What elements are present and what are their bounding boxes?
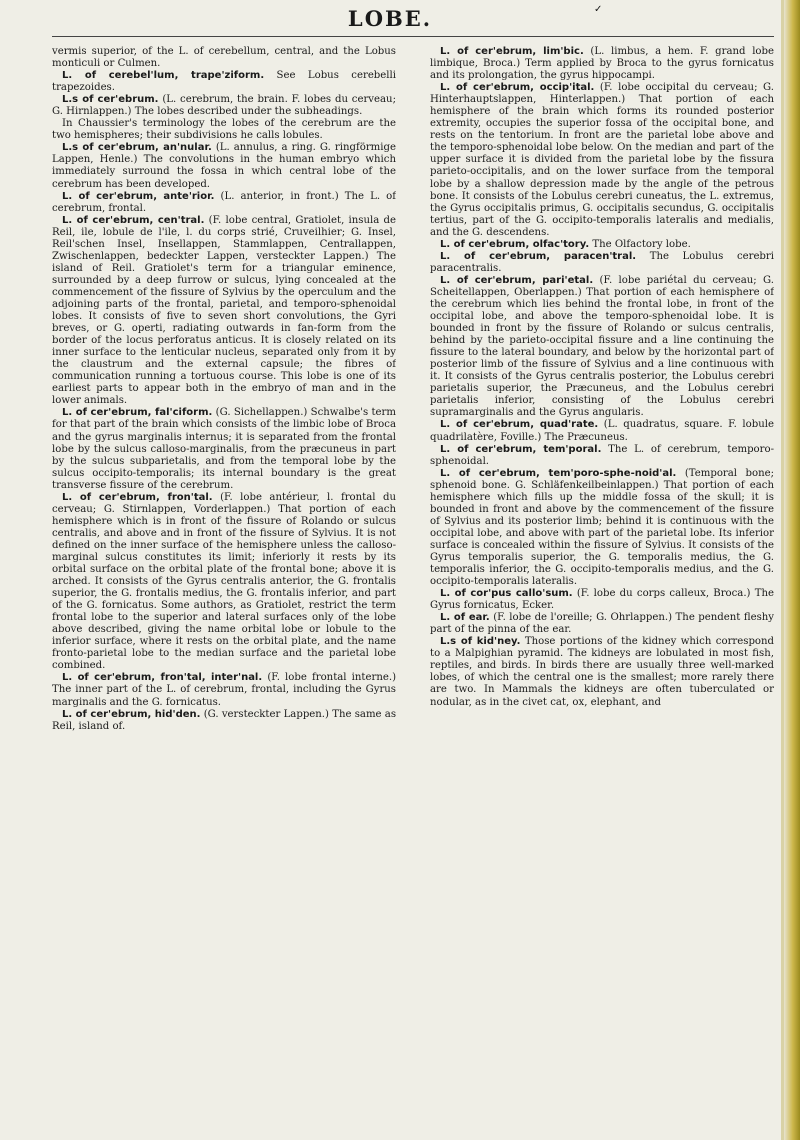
header-rule xyxy=(52,36,774,37)
dictionary-entry xyxy=(430,636,774,708)
entry-headword: L. of cer'ebrum, pari'etal. xyxy=(440,274,594,286)
entry-headword: L. of cer'ebrum, fal'ciform. xyxy=(62,407,213,419)
entry-headword: L. of cerebel'lum, trape'ziform. xyxy=(62,70,265,82)
running-header xyxy=(0,6,780,31)
entry-text: The Lobulus cerebri paracentralis. xyxy=(430,250,774,274)
header-title: LOBE. xyxy=(347,6,433,31)
dictionary-entry xyxy=(430,275,774,420)
dictionary-entry xyxy=(52,672,396,708)
entry-headword: L. of ear. xyxy=(440,612,490,624)
entry-text: (F. lobe pariétal du cerveau; G. Scheitellappen, Oberlappen.) That portion of each hemisphere of the cerebrum which lies behind the frontal lobe, in front of the occipital lobe, and above the temporo-sphenoidal lobe. It is bounded in front by the fissure of Rolando or sulcus centralis, behind by the parieto-occipital fissure and a line continuing the fissure to the lateral boundary, and below by the horizontal part of posterior limb of the fissure of Sylvius and a line continuous with it. It consists of the Gyrus centralis posterior, the Lobulus cerebri parietalis superior, the Præcuneus, and the Lobulus cerebri parietalis inferior, consisting of the Lobulus cerebri supramarginalis and the Gyrus angularis. xyxy=(430,274,774,419)
right-column xyxy=(430,46,774,1131)
dictionary-entry xyxy=(430,46,774,82)
entry-text: (F. lobe de l'oreille; G. Ohrlappen.) The pendent fleshy part of the pinna of the ear. xyxy=(430,612,774,636)
dictionary-entry xyxy=(430,612,774,636)
entry-text: The L. of cerebrum, temporo-sphenoidal. xyxy=(430,443,774,467)
entry-paragraph xyxy=(52,46,396,70)
entry-text: (L. limbus, a hem. F. grand lobe limbique, Broca.) Term applied by Broca to the gyrus fornicatus and its prolongation, the gyrus hippocampi. xyxy=(430,46,774,82)
dictionary-entry xyxy=(430,82,774,239)
entry-text: (L. annulus, a ring. G. ringförmige Lappen, Henle.) The convolutions in the human embryo which immediately surround the fossa in which central lobe of the cerebrum has been developed. xyxy=(52,142,396,190)
dictionary-entry xyxy=(52,94,396,118)
entry-headword: L.s of cer'ebrum. xyxy=(62,94,159,106)
entry-paragraph xyxy=(52,118,396,142)
entry-headword: L. of cer'ebrum, olfac'tory. xyxy=(440,238,590,250)
dictionary-entry xyxy=(52,407,396,491)
left-column xyxy=(52,46,396,1131)
entry-text: Those portions of the kidney which correspond to a Malpighian pyramid. The kidneys are lobulated in most fish, reptiles, and birds. In birds there are usually three well-marked lobes, of which the central one is the smallest; more rarely there are two. In Mammals the kidneys are often tuberculated or nodular, as in the civet cat, ox, elephant, and xyxy=(430,636,774,708)
entry-text: (Temporal bone; sphenoid bone. G. Schläfenkeilbeinlappen.) That portion of each hemisphere which fills up the middle fossa of the skull; it is bounded in front and above by the commencement of the fissure of Sylvius and its posterior limb; behind it is continuous with the occipital lobe, and above with part of the parietal lobe. Its inferior surface is concealed within the fissure of Sylvius. It consists of the Gyrus temporalis superior, the G. temporalis medius, the G. temporalis inferior, the G. occipito-temporalis medius, and the G. occipito-temporalis lateralis. xyxy=(430,467,774,588)
dictionary-entry xyxy=(52,191,396,215)
dictionary-entry xyxy=(52,215,396,408)
dictionary-entry xyxy=(52,492,396,673)
entry-headword: L. of cer'ebrum, ante'rior. xyxy=(62,190,215,202)
dictionary-entry xyxy=(52,142,396,190)
dictionary-entry xyxy=(430,588,774,612)
dictionary-entry xyxy=(430,419,774,443)
entry-headword: L. of cer'ebrum, cen'tral. xyxy=(62,214,205,226)
gilded-page-edge xyxy=(784,0,800,1140)
dictionary-entry xyxy=(430,239,774,251)
dictionary-entry xyxy=(430,251,774,275)
entry-text: (F. lobe du corps calleux, Broca.) The Gyrus fornicatus, Ecker. xyxy=(430,588,774,612)
dictionary-entry xyxy=(52,709,396,733)
entry-text: (L. anterior, in front.) The L. of cerebrum, frontal. xyxy=(52,190,396,214)
entry-text: (L. cerebrum, the brain. F. lobes du cerveau; G. Hirnlappen.) The lobes described under the subheadings. xyxy=(52,94,396,118)
entry-text: vermis superior, of the L. of cerebellum, central, and the Lobus monticuli or Culmen. xyxy=(52,46,396,70)
entry-text: See Lobus cerebelli trapezoides. xyxy=(52,70,396,94)
entry-headword: L. of cer'ebrum, paracen'tral. xyxy=(440,250,637,262)
entry-text: (G. Sichellappen.) Schwalbe's term for that part of the brain which consists of the limbic lobe of Broca and the gyrus marginalis internus; it is separated from the frontal lobe by the sulcus calloso-marginalis, from the præcuneus in part by the sulcus subparietalis, and from the temporal lobe by the sulcus occipito-temporalis; its internal boundary is the great transverse fissure of the cerebrum. xyxy=(52,407,396,491)
entry-headword: L. of cer'ebrum, quad'rate. xyxy=(440,419,599,431)
entry-text: (F. lobe central, Gratiolet, insula de Reil, ile, lobule de l'ile, l. du corps strié, Cruveilhier; G. Insel, Reil'schen Insel, Insellappen, Stammlappen, Centrallappen, Zwischenlappen, bedeckter Lappen, versteckter Lappen.) The island of Reil. Gratiolet's term for a triangular eminence, surrounded by a deep furrow or sulcus, lying concealed at the commencement of the fissure of Sylvius by the operculum and the adjoining parts of the frontal, parietal, and temporo-sphenoidal lobes. It consists of five to seven short convolutions, the Gyri breves, or G. operti, radiating outwards in fan-form from the border of the locus perforatus anticus. It is closely related on its inner surface to the lenticular nucleus, separated only from it by the claustrum and the external capsule; the fibres of communication running a tortuous course. This lobe is one of its earliest parts to appear both in the embryo of man and in the lower animals. xyxy=(52,214,396,407)
corner-mark: ✓ xyxy=(594,4,605,15)
entry-text: (F. lobe antérieur, l. frontal du cerveau; G. Stirnlappen, Vorderlappen.) That portion of each hemisphere which is in front of the fissure of Rolando or sulcus centralis, and above and in front of the fissure of Sylvius. It is not defined on the inner surface of the hemisphere unless the calloso-marginal sulcus constitutes its limit; inferiorly it rests by its orbital surface on the orbital plate of the frontal bone; above it is arched. It consists of the Gyrus centralis anterior, the G. frontalis superior, the G. frontalis medius, the G. frontalis inferior, and part of the G. fornicatus. Some authors, as Gratiolet, restrict the term frontal lobe to the superior and lateral surfaces only of the lobe above described, giving the name orbital lobe or lobule to the inferior surface, where it rests on the orbital plate, and the name fronto-parietal lobe to the median surface and the parietal lobe combined. xyxy=(52,491,396,672)
entry-text: (L. quadratus, square. F. lobule quadrilatère, Foville.) The Præcuneus. xyxy=(430,419,774,443)
entry-headword: L. of cer'ebrum, tem'poro-sphe-noid'al. xyxy=(440,467,677,479)
entry-text: In Chaussier's terminology the lobes of the cerebrum are the two hemispheres; their subdivisions he calls lobules. xyxy=(52,118,396,142)
entry-headword: L. of cer'ebrum, tem'poral. xyxy=(440,443,602,455)
entry-headword: L. of cer'ebrum, lim'bic. xyxy=(440,46,584,57)
entry-headword: L. of cer'ebrum, fron'tal. xyxy=(62,491,213,503)
entry-text: (F. lobe occipital du cerveau; G. Hinterhauptslappen, Hinterlappen.) That portion of each hemisphere of the brain which forms its rounded posterior extremity, occupies the superior fossa of the occipital bone, and rests on the tentorium. In front are the parietal lobe above and the temporo-sphenoidal lobe below. On the median and part of the upper surface it is divided from the parietal lobe by the fissura parieto-occipitalis, and on the lower surface from the temporal lobe by a shallow depression made by the angle of the petrous bone. It consists of the Lobulus cerebri cuneatus, the L. extremus, the Gyrus occipitalis primus, G. occipitalis secundus, G. occipitalis tertius, part of the G. occipito-temporalis lateralis and medialis, and the G. descendens. xyxy=(430,82,774,238)
entry-headword: L. of cer'ebrum, fron'tal, inter'nal. xyxy=(62,672,263,684)
entry-headword: L. of cer'ebrum, occip'ital. xyxy=(440,82,595,94)
entry-text: (G. versteckter Lappen.) The same as Reil, island of. xyxy=(52,708,396,732)
entry-headword: L.s of cer'ebrum, an'nular. xyxy=(62,142,212,154)
entry-headword: L.s of kid'ney. xyxy=(440,636,521,648)
dictionary-entry xyxy=(430,468,774,588)
entry-headword: L. of cor'pus callo'sum. xyxy=(440,588,573,600)
dictionary-entry xyxy=(52,70,396,94)
dictionary-entry xyxy=(430,444,774,468)
entry-headword: L. of cer'ebrum, hid'den. xyxy=(62,708,201,720)
entry-text: The Olfactory lobe. xyxy=(592,238,691,250)
entry-text: (F. lobe frontal interne.) The inner part of the L. of cerebrum, frontal, including the Gyrus marginalis and the G. fornicatus. xyxy=(52,672,396,708)
